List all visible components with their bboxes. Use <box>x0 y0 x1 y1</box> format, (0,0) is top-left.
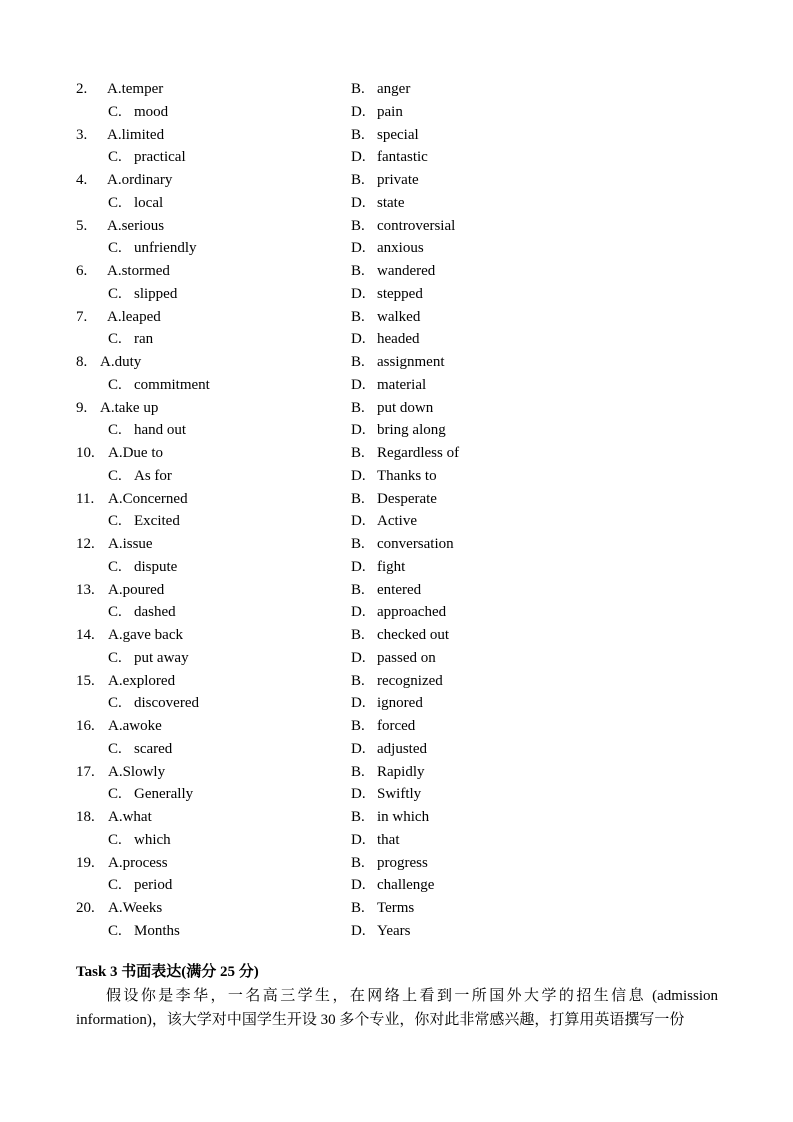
option-text: put away <box>134 649 189 666</box>
option-text: Regardless of <box>377 445 460 461</box>
option-label: D. <box>351 513 366 529</box>
option-text: passed on <box>377 649 436 666</box>
option-label: D. <box>351 649 366 666</box>
option-label: A. <box>108 490 123 507</box>
option-d <box>351 192 405 214</box>
option-text: temper <box>121 81 164 97</box>
option-label: B. <box>351 263 365 279</box>
option-text: Years <box>377 922 411 939</box>
option-c <box>108 419 186 441</box>
option-label: A. <box>107 217 122 234</box>
question-number: 6. <box>76 263 88 279</box>
option-b <box>351 670 443 692</box>
option-text: take up <box>114 399 159 416</box>
question-number: 9. <box>76 399 88 416</box>
option-text: leaped <box>121 308 161 325</box>
option-d <box>351 146 428 168</box>
option-label: A. <box>108 672 123 689</box>
option-text: Weeks <box>122 900 163 916</box>
option-label: C. <box>108 376 122 393</box>
option-d <box>351 328 419 350</box>
option-label: C. <box>108 604 122 620</box>
option-label: D. <box>351 103 366 120</box>
option-a <box>108 897 162 919</box>
option-label: C. <box>108 331 122 347</box>
option-label: C. <box>108 422 122 438</box>
question-item <box>0 124 793 170</box>
question-item <box>0 852 793 898</box>
option-a <box>107 169 172 191</box>
option-text: ran <box>134 331 154 347</box>
option-text: ignored <box>377 695 423 711</box>
option-text: Due to <box>122 445 164 461</box>
option-label: C. <box>108 922 122 939</box>
option-text: private <box>377 172 419 188</box>
option-text: slipped <box>134 285 178 302</box>
option-text: bring along <box>377 422 446 438</box>
option-text: Desperate <box>377 490 437 507</box>
option-label: B. <box>351 718 365 734</box>
question-number: 16. <box>76 718 95 734</box>
option-d <box>351 510 417 532</box>
option-text: scared <box>134 740 173 757</box>
option-text: pain <box>377 103 403 120</box>
option-a <box>108 579 164 601</box>
option-c <box>108 192 163 214</box>
option-text: anxious <box>377 240 424 256</box>
option-a <box>108 852 168 874</box>
option-text: checked out <box>377 627 450 643</box>
option-text: Months <box>134 922 180 939</box>
question-number: 19. <box>76 854 95 871</box>
option-text: gave back <box>122 627 183 643</box>
option-text: local <box>134 194 164 211</box>
option-text: conversation <box>377 536 454 552</box>
question-number: 15. <box>76 672 95 689</box>
option-a <box>100 397 158 419</box>
option-label: D. <box>351 194 366 211</box>
option-label: A. <box>108 809 123 825</box>
question-item <box>0 169 793 215</box>
option-d <box>351 101 403 123</box>
option-text: Rapidly <box>377 763 425 780</box>
option-d <box>351 738 427 760</box>
option-text: period <box>134 877 173 893</box>
option-text: As for <box>134 467 172 484</box>
question-item <box>0 670 793 716</box>
option-text: Terms <box>377 900 415 916</box>
option-label: B. <box>351 809 365 825</box>
question-item <box>0 397 793 443</box>
question-number: 11. <box>76 490 95 507</box>
option-label: A. <box>108 627 123 643</box>
option-c <box>108 510 180 532</box>
option-a <box>107 260 170 282</box>
question-item <box>0 306 793 352</box>
option-text: limited <box>121 126 165 143</box>
option-text: stepped <box>377 285 423 302</box>
question-number: 5. <box>76 217 88 234</box>
option-label: A. <box>107 126 122 143</box>
option-text: dashed <box>134 604 176 620</box>
option-text: Excited <box>134 513 180 529</box>
option-b <box>351 351 445 373</box>
option-b <box>351 624 449 646</box>
option-b <box>351 169 419 191</box>
option-text: anger <box>377 81 411 97</box>
option-text: state <box>377 194 405 211</box>
option-label: A. <box>108 854 123 871</box>
option-text: poured <box>122 581 165 598</box>
option-text: special <box>377 126 419 143</box>
option-b <box>351 260 435 282</box>
option-a <box>108 670 175 692</box>
option-label: D. <box>351 467 366 484</box>
option-label: B. <box>351 854 365 871</box>
option-a <box>108 442 163 464</box>
option-label: D. <box>351 376 366 393</box>
option-b <box>351 897 414 919</box>
question-number: 3. <box>76 126 88 143</box>
option-text: assignment <box>377 354 445 370</box>
option-text: material <box>377 376 427 393</box>
option-text: controversial <box>377 217 456 234</box>
option-label: D. <box>351 149 366 165</box>
option-text: entered <box>377 581 422 598</box>
option-b <box>351 215 455 237</box>
option-b <box>351 78 410 100</box>
option-label: A. <box>107 172 122 188</box>
option-label: C. <box>108 285 122 302</box>
option-b <box>351 715 415 737</box>
option-label: B. <box>351 581 365 598</box>
option-d <box>351 647 436 669</box>
option-c <box>108 101 168 123</box>
option-c <box>108 874 172 896</box>
question-item <box>0 761 793 807</box>
option-label: D. <box>351 285 366 302</box>
option-label: D. <box>351 240 366 256</box>
option-label: A. <box>107 308 122 325</box>
option-a <box>108 624 183 646</box>
option-text: process <box>122 854 168 871</box>
option-text: walked <box>377 308 421 325</box>
question-item <box>0 351 793 397</box>
option-text: fight <box>377 558 406 575</box>
option-c <box>108 920 180 942</box>
question-number: 2. <box>76 81 88 97</box>
question-item <box>0 806 793 852</box>
option-text: headed <box>377 331 420 347</box>
option-text: serious <box>121 217 165 234</box>
option-b <box>351 488 437 510</box>
option-a <box>108 715 162 737</box>
option-label: C. <box>108 149 122 165</box>
option-label: C. <box>108 877 122 893</box>
option-label: A. <box>108 763 123 780</box>
question-item <box>0 78 793 124</box>
question-number: 20. <box>76 900 95 916</box>
option-text: hand out <box>134 422 187 438</box>
option-a <box>108 806 152 828</box>
option-label: A. <box>108 900 123 916</box>
option-label: B. <box>351 900 365 916</box>
option-label: D. <box>351 331 366 347</box>
question-item <box>0 897 793 943</box>
option-label: D. <box>351 831 366 848</box>
option-text: which <box>134 831 171 848</box>
option-label: A. <box>108 581 123 598</box>
option-label: B. <box>351 172 365 188</box>
question-item <box>0 579 793 625</box>
option-c <box>108 647 189 669</box>
option-text: progress <box>377 854 428 871</box>
option-b <box>351 124 419 146</box>
option-label: C. <box>108 831 122 848</box>
option-text: duty <box>114 354 142 370</box>
option-label: C. <box>108 513 122 529</box>
option-d <box>351 283 423 305</box>
option-label: D. <box>351 877 366 893</box>
option-a <box>100 351 141 373</box>
option-text: approached <box>377 604 447 620</box>
option-c <box>108 738 172 760</box>
option-c <box>108 556 177 578</box>
option-a <box>108 533 153 555</box>
question-number: 4. <box>76 172 88 188</box>
option-label: D. <box>351 922 366 939</box>
option-c <box>108 237 196 259</box>
option-c <box>108 692 199 714</box>
option-label: A. <box>100 399 115 416</box>
option-d <box>351 419 446 441</box>
option-label: B. <box>351 81 365 97</box>
option-text: ordinary <box>121 172 173 188</box>
option-label: B. <box>351 672 365 689</box>
option-label: A. <box>108 445 123 461</box>
option-label: B. <box>351 354 365 370</box>
option-label: A. <box>108 718 123 734</box>
option-label: C. <box>108 786 122 802</box>
option-d <box>351 465 437 487</box>
option-label: C. <box>108 467 122 484</box>
option-label: B. <box>351 217 365 234</box>
option-label: D. <box>351 558 366 575</box>
option-label: B. <box>351 536 365 552</box>
option-text: awoke <box>122 718 162 734</box>
option-label: A. <box>107 81 122 97</box>
option-text: fantastic <box>377 149 428 165</box>
question-number: 7. <box>76 308 88 325</box>
option-d <box>351 556 405 578</box>
option-b <box>351 579 421 601</box>
option-b <box>351 306 420 328</box>
option-c <box>108 146 186 168</box>
option-c <box>108 328 153 350</box>
option-a <box>107 215 164 237</box>
option-text: stormed <box>121 263 170 279</box>
option-c <box>108 283 177 305</box>
question-item <box>0 715 793 761</box>
option-text: Slowly <box>122 763 166 780</box>
option-text: that <box>377 831 400 848</box>
option-d <box>351 237 424 259</box>
option-a <box>107 78 163 100</box>
option-text: Active <box>377 513 417 529</box>
option-d <box>351 829 400 851</box>
option-label: B. <box>351 763 365 780</box>
option-text: mood <box>134 103 169 120</box>
option-text: discovered <box>134 695 199 711</box>
option-text: in which <box>377 809 430 825</box>
option-d <box>351 601 446 623</box>
option-text: put down <box>377 399 434 416</box>
option-text: issue <box>122 536 153 552</box>
option-text: explored <box>122 672 176 689</box>
option-text: Swiftly <box>377 786 422 802</box>
question-number: 17. <box>76 763 95 780</box>
option-text: Concerned <box>122 490 188 507</box>
option-label: C. <box>108 740 122 757</box>
option-label: C. <box>108 194 122 211</box>
option-label: B. <box>351 308 365 325</box>
option-a <box>107 306 161 328</box>
question-number: 12. <box>76 536 95 552</box>
option-label: A. <box>107 263 122 279</box>
option-text: Generally <box>134 786 194 802</box>
option-label: C. <box>108 558 122 575</box>
option-label: D. <box>351 695 366 711</box>
question-item <box>0 533 793 579</box>
option-d <box>351 692 423 714</box>
task-prompt: 假设你是李华，一名高三学生，在网络上看到一所国外大学的招生信息 (admission information)，该大学对中国学生开设 30 多个专业，你对此非常感兴趣，打算用英语撰写一份 <box>76 988 718 1028</box>
option-text: forced <box>377 718 416 734</box>
option-label: D. <box>351 786 366 802</box>
option-label: D. <box>351 604 366 620</box>
option-b <box>351 806 429 828</box>
option-c <box>108 601 176 623</box>
option-text: practical <box>134 149 186 165</box>
option-label: C. <box>108 649 122 666</box>
option-b <box>351 852 428 874</box>
option-a <box>107 124 164 146</box>
option-label: B. <box>351 445 365 461</box>
option-label: B. <box>351 627 365 643</box>
task-section <box>76 960 718 1032</box>
option-label: C. <box>108 695 122 711</box>
option-label: B. <box>351 399 365 416</box>
option-label: C. <box>108 103 122 120</box>
option-a <box>108 761 165 783</box>
option-c <box>108 465 172 487</box>
option-label: D. <box>351 740 366 757</box>
option-a <box>108 488 188 510</box>
option-text: dispute <box>134 558 178 575</box>
option-c <box>108 374 210 396</box>
option-b <box>351 397 433 419</box>
option-d <box>351 920 410 942</box>
question-number: 18. <box>76 809 95 825</box>
option-b <box>351 533 454 555</box>
option-text: unfriendly <box>134 240 197 256</box>
option-label: B. <box>351 126 365 143</box>
option-text: recognized <box>377 672 443 689</box>
option-d <box>351 374 426 396</box>
option-label: A. <box>100 354 115 370</box>
option-label: D. <box>351 422 366 438</box>
option-text: commitment <box>134 376 210 393</box>
question-number: 14. <box>76 627 95 643</box>
option-text: wandered <box>377 263 436 279</box>
option-label: A. <box>108 536 123 552</box>
option-c <box>108 829 171 851</box>
question-list <box>0 78 793 943</box>
option-text: challenge <box>377 877 435 893</box>
question-number: 13. <box>76 581 95 598</box>
question-item <box>0 442 793 488</box>
question-item <box>0 260 793 306</box>
option-c <box>108 783 193 805</box>
option-b <box>351 761 425 783</box>
task-heading: Task 3 书面表达(满分 25 分) <box>76 964 259 980</box>
option-label: C. <box>108 240 122 256</box>
question-item <box>0 624 793 670</box>
option-text: what <box>122 809 152 825</box>
option-d <box>351 874 434 896</box>
question-item <box>0 215 793 261</box>
option-d <box>351 783 421 805</box>
option-label: B. <box>351 490 365 507</box>
question-number: 8. <box>76 354 88 370</box>
question-number: 10. <box>76 445 95 461</box>
option-b <box>351 442 459 464</box>
option-text: Thanks to <box>377 467 437 484</box>
option-text: adjusted <box>377 740 427 757</box>
question-item <box>0 488 793 534</box>
